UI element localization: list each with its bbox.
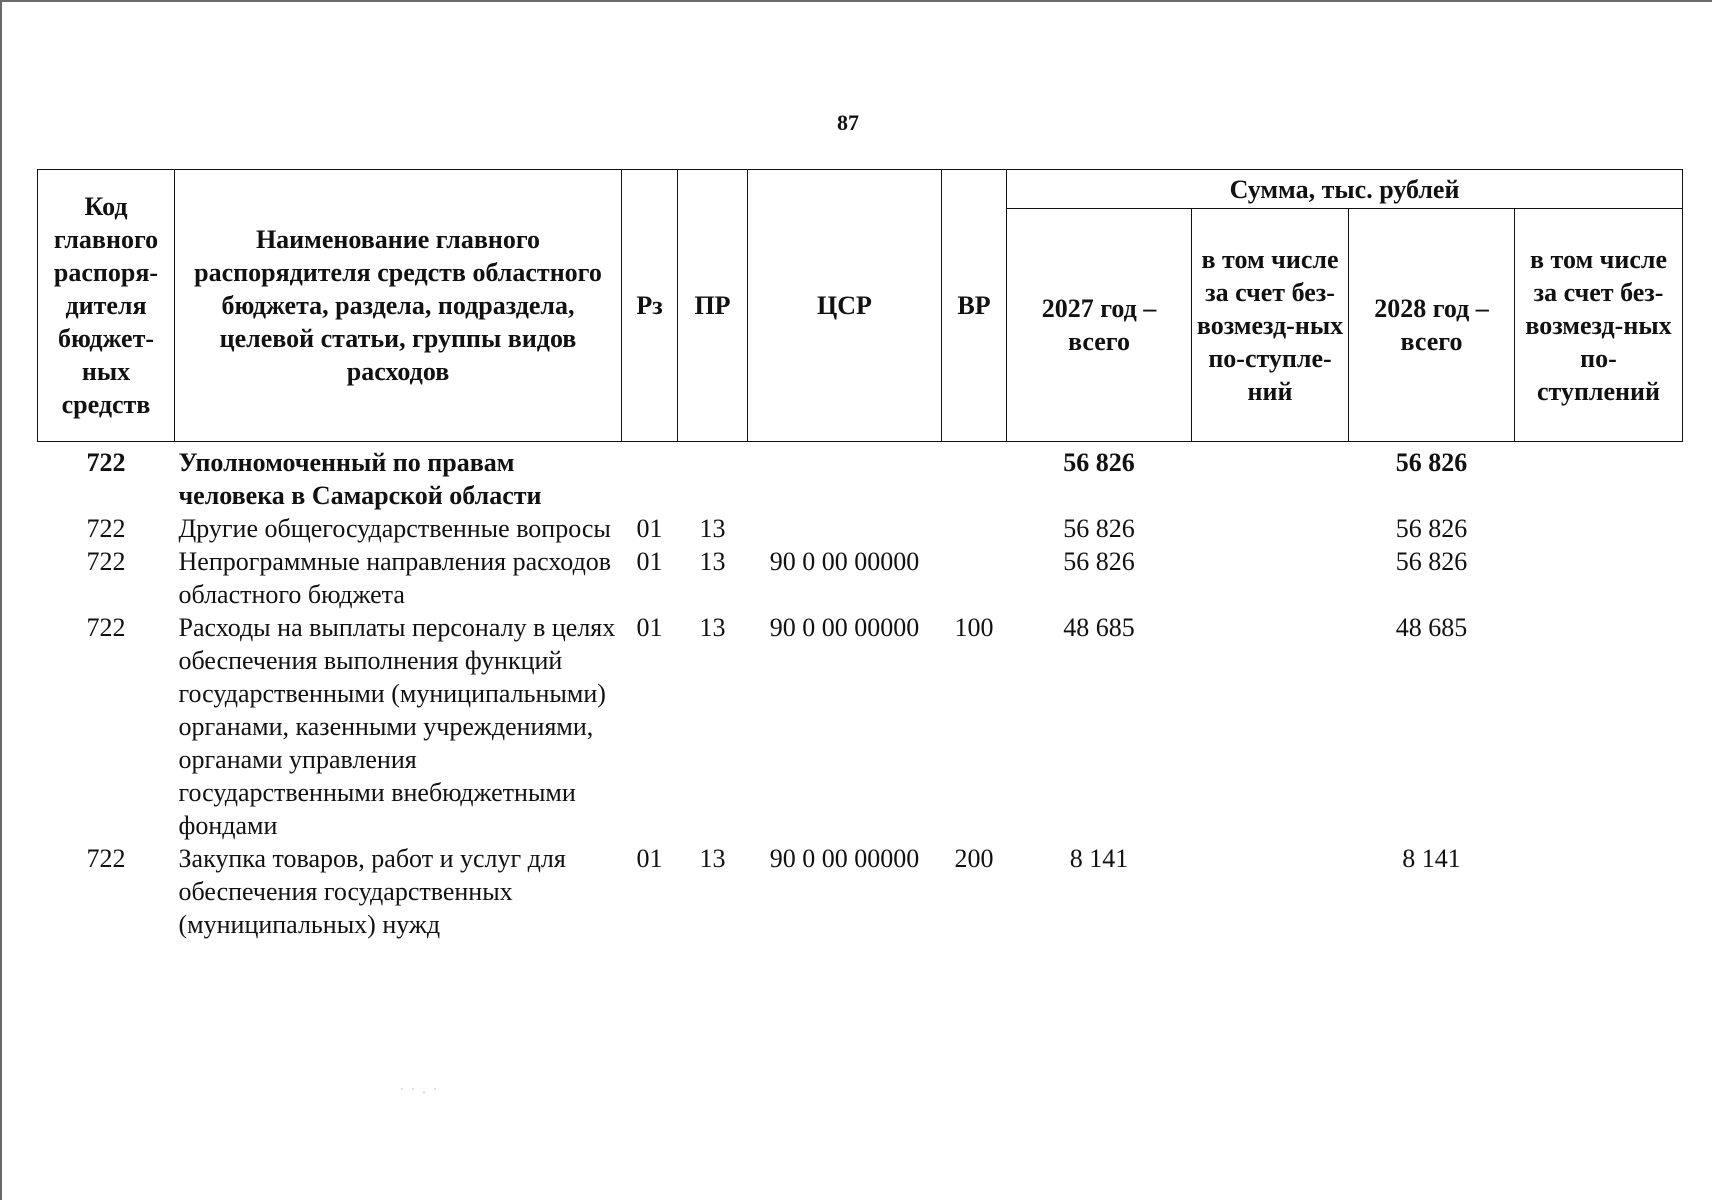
scan-speck-decoration: ˙ ˙ · ˙ bbox=[400, 1085, 439, 1099]
table-row bbox=[38, 442, 1683, 513]
cell-2028-gratuitous bbox=[1515, 842, 1683, 941]
header-code: Код главного распоря-дителя бюджет-ных средств bbox=[38, 170, 175, 442]
cell-csr: 90 0 00 00000 bbox=[769, 844, 920, 873]
cell-rz bbox=[622, 442, 678, 513]
cell-pr: 13 bbox=[699, 547, 726, 576]
cell-pr: 13 bbox=[699, 844, 726, 873]
cell-2028-gratuitous bbox=[1515, 442, 1683, 513]
cell-csr bbox=[748, 512, 942, 545]
cell-2028-total: 8 141 bbox=[1402, 844, 1461, 873]
table-row bbox=[38, 545, 1683, 611]
cell-2028-total: 48 685 bbox=[1395, 613, 1468, 642]
cell-csr: 90 0 00 00000 bbox=[769, 547, 920, 576]
header-name: Наименование главного распорядителя средств областного бюджета, раздела, подраздела, целевой статьи, группы видов расходов bbox=[175, 170, 622, 442]
cell-csr: 90 0 00 00000 bbox=[769, 613, 920, 642]
cell-2028-gratuitous bbox=[1515, 545, 1683, 611]
cell-code: 722 bbox=[86, 844, 126, 873]
cell-name: Расходы на выплаты персоналу в целях обеспечения выполнения функций государственными (муниципальными) органами, казенными учреждениями, органами управления государственными внебюджетными фондами bbox=[178, 613, 616, 840]
header-rz: Рз bbox=[622, 170, 678, 442]
cell-csr bbox=[748, 442, 942, 513]
cell-2027-total: 8 141 bbox=[1069, 844, 1129, 873]
cell-vr bbox=[942, 512, 1007, 545]
header-row-top bbox=[38, 170, 1683, 209]
cell-code: 722 bbox=[86, 613, 126, 642]
header-vr: ВР bbox=[942, 170, 1007, 442]
cell-rz: 01 bbox=[636, 613, 663, 642]
cell-2027-gratuitous bbox=[1192, 842, 1349, 941]
cell-rz: 01 bbox=[636, 547, 663, 576]
cell-pr: 13 bbox=[699, 514, 726, 543]
cell-code: 722 bbox=[86, 514, 126, 543]
page-frame-top bbox=[0, 0, 1712, 2]
cell-2028-gratuitous bbox=[1515, 611, 1683, 842]
cell-name: Закупка товаров, работ и услуг для обеспечения государственных (муниципальных) нужд bbox=[178, 844, 566, 939]
table-row bbox=[38, 842, 1683, 941]
header-sum-group: Сумма, тыс. рублей bbox=[1007, 170, 1683, 209]
cell-rz: 01 bbox=[636, 514, 663, 543]
header-2027-total: 2027 год – всего bbox=[1007, 209, 1192, 442]
header-2028-gratuitous: в том числе за счет без-возмезд-ных по-ступлений bbox=[1515, 209, 1683, 442]
header-csr: ЦСР bbox=[748, 170, 942, 442]
cell-code: 722 bbox=[86, 547, 126, 576]
cell-vr: 100 bbox=[954, 613, 994, 642]
budget-table bbox=[37, 169, 1683, 941]
cell-pr bbox=[678, 442, 748, 513]
cell-vr bbox=[942, 442, 1007, 513]
cell-rz: 01 bbox=[636, 844, 663, 873]
cell-name: Уполномоченный по правам человека в Самарской области bbox=[178, 448, 542, 510]
table-row bbox=[38, 512, 1683, 545]
cell-2028-total: 56 826 bbox=[1395, 514, 1468, 543]
cell-2027-gratuitous bbox=[1192, 512, 1349, 545]
cell-code: 722 bbox=[86, 448, 126, 477]
cell-2028-total: 56 826 bbox=[1395, 448, 1468, 477]
cell-2027-total: 56 826 bbox=[1063, 547, 1135, 576]
cell-2028-gratuitous bbox=[1515, 512, 1683, 545]
table-row bbox=[38, 611, 1683, 842]
cell-2027-gratuitous bbox=[1192, 545, 1349, 611]
cell-2027-total: 48 685 bbox=[1063, 613, 1135, 642]
page-number: 87 bbox=[837, 110, 859, 135]
cell-2027-total: 56 826 bbox=[1063, 448, 1135, 477]
header-2028-total: 2028 год – всего bbox=[1349, 209, 1515, 442]
cell-2028-total: 56 826 bbox=[1395, 547, 1468, 576]
cell-pr: 13 bbox=[699, 613, 726, 642]
header-pr: ПР bbox=[678, 170, 748, 442]
cell-name: Другие общегосударственные вопросы bbox=[178, 514, 611, 543]
cell-name: Непрограммные направления расходов областного бюджета bbox=[178, 547, 612, 609]
header-2027-gratuitous: в том числе за счет без-возмезд-ных по-ступле-ний bbox=[1192, 209, 1349, 442]
cell-vr: 200 bbox=[954, 844, 994, 873]
page-frame-left bbox=[0, 0, 2, 1200]
cell-vr bbox=[942, 545, 1007, 611]
cell-2027-gratuitous bbox=[1192, 611, 1349, 842]
cell-2027-gratuitous bbox=[1192, 442, 1349, 513]
cell-2027-total: 56 826 bbox=[1063, 514, 1135, 543]
